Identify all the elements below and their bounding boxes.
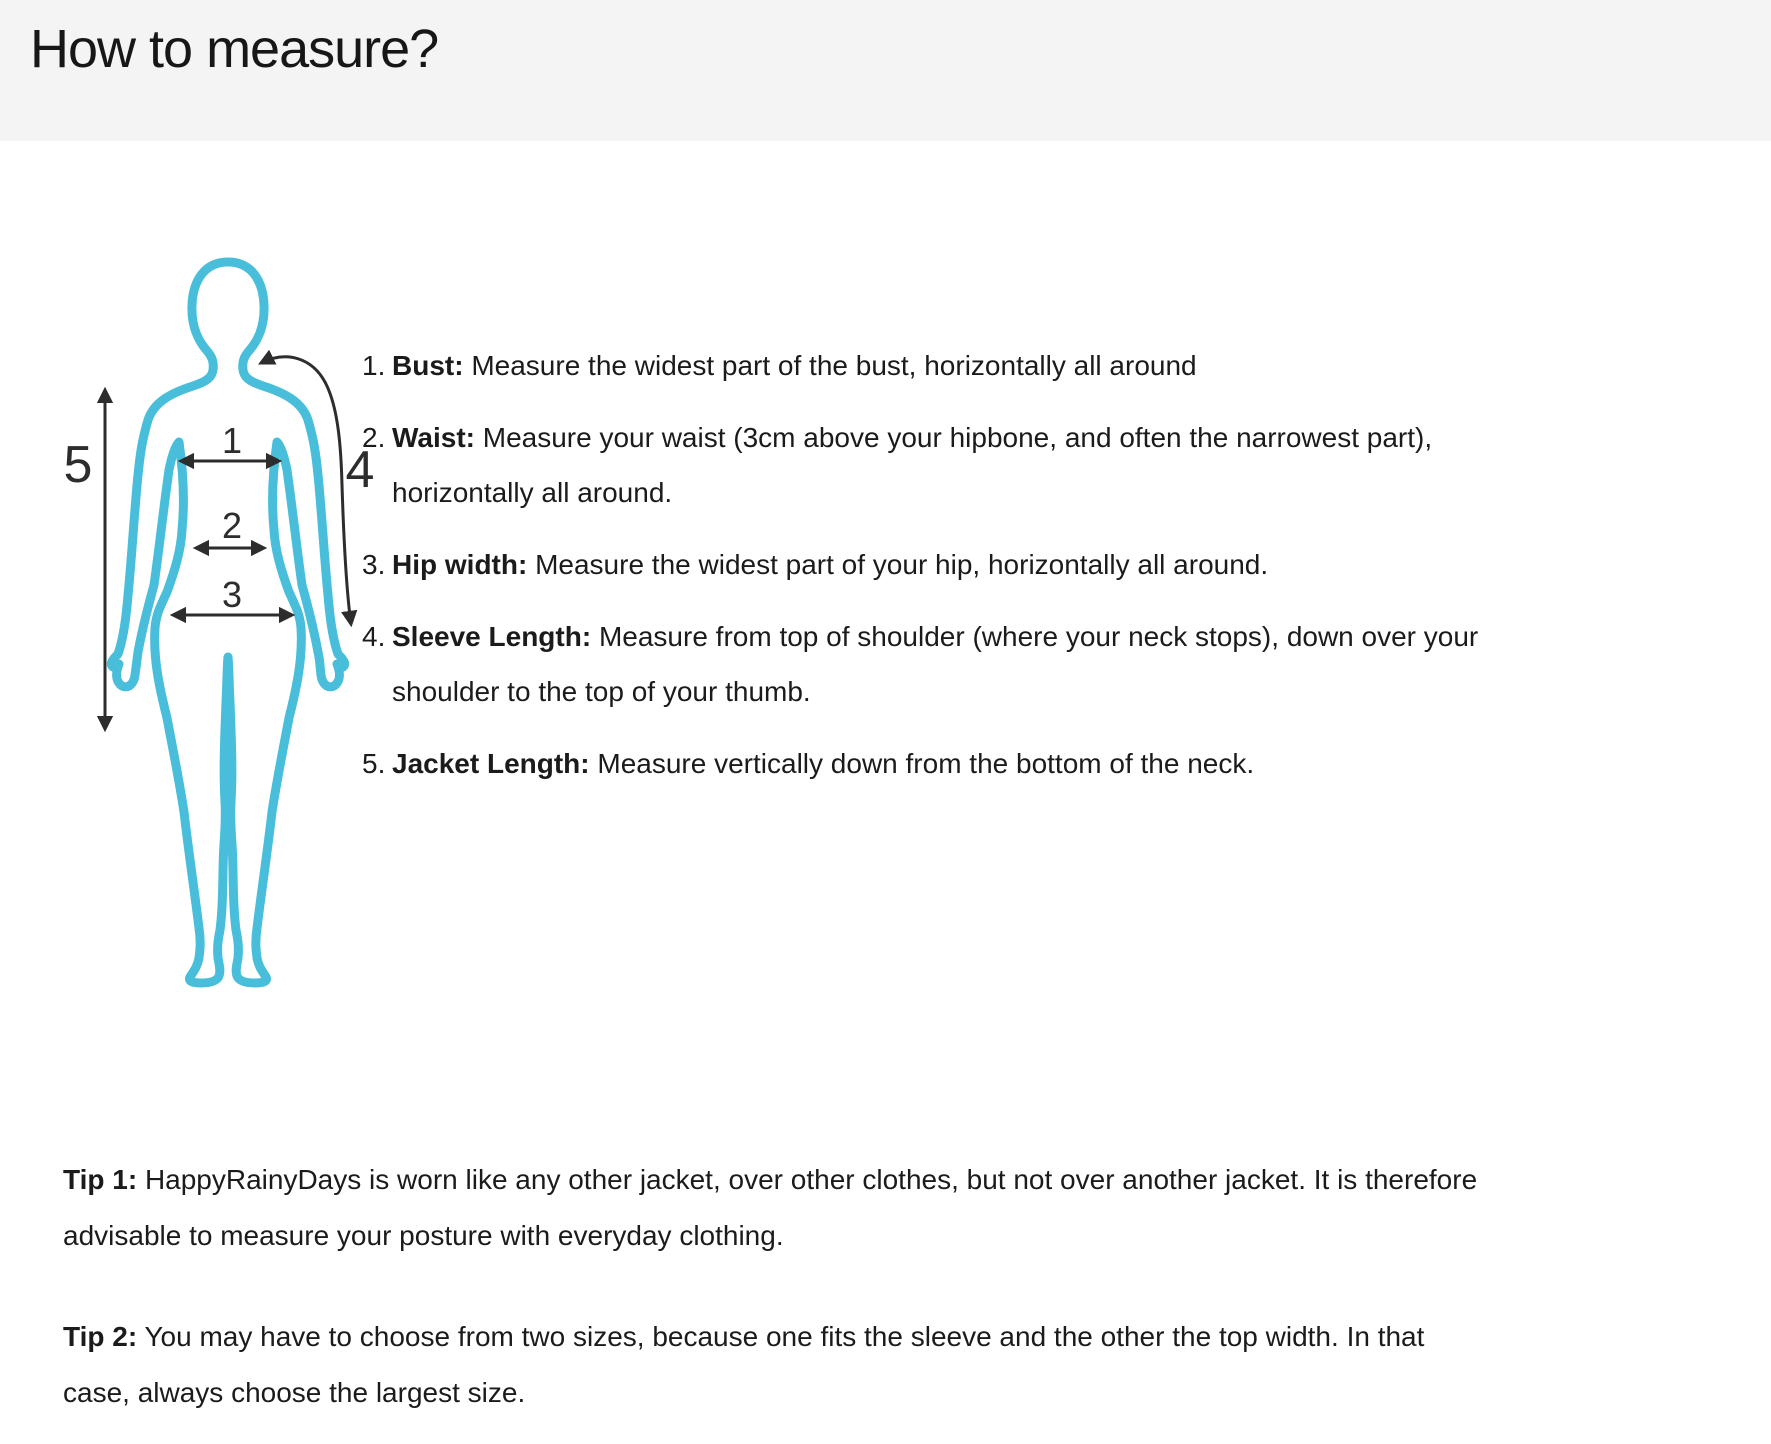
item-number: 4. [362, 621, 386, 652]
item-text: Measure the widest part of the bust, horizontally all around [471, 350, 1197, 381]
hip-arrow-number-label: 3 [221, 574, 243, 615]
jacket-arrow-number-label: 5 [63, 436, 93, 494]
item-text: Measure from top of shoulder (where your neck stops), down over your [598, 621, 1479, 652]
instruction-item-sleeve-length [362, 609, 1478, 719]
item-number: 3. [362, 549, 386, 580]
body-measurement-illustration [55, 250, 375, 995]
item-term: Hip width: [392, 549, 528, 580]
sleeve-arrow-number-label: 4 [345, 441, 375, 499]
item-text: Measure vertically down from the bottom of the neck. [597, 748, 1255, 779]
waist-arrow-number-label: 2 [221, 505, 243, 546]
item-text: Measure your waist (3cm above your hipbone, and often the narrowest part), [482, 422, 1433, 453]
item-number: 5. [362, 748, 386, 779]
instruction-item-hip-width [362, 537, 1478, 592]
tip-2-text-line2: case, always choose the largest size. [63, 1377, 526, 1408]
tip-2-paragraph [63, 1309, 1424, 1421]
instruction-item-bust [362, 338, 1478, 393]
page-header [0, 0, 1771, 141]
item-text: Measure the widest part of your hip, horizontally all around. [535, 549, 1269, 580]
tip-2-label: Tip 2: [63, 1321, 138, 1352]
instruction-item-jacket-length [362, 736, 1478, 791]
item-term: Waist: [392, 422, 475, 453]
measure-instructions-list [362, 338, 1478, 808]
tip-2-text: You may have to choose from two sizes, because one fits the sleeve and the other the top width. In that [144, 1321, 1425, 1352]
item-text-line2: shoulder to the top of your thumb. [392, 676, 811, 707]
instruction-item-waist [362, 410, 1478, 520]
item-number: 1. [362, 350, 386, 381]
item-text-line2: horizontally all around. [392, 477, 673, 508]
tip-1-text: HappyRainyDays is worn like any other jacket, over other clothes, but not over another jacket. It is therefore [144, 1164, 1478, 1195]
tip-1-label: Tip 1: [63, 1164, 138, 1195]
tip-1-text-line2: advisable to measure your posture with everyday clothing. [63, 1220, 784, 1251]
item-term: Bust: [392, 350, 464, 381]
bust-arrow-number-label: 1 [221, 420, 243, 461]
body-silhouette-outline [111, 262, 344, 983]
measurement-diagram [55, 250, 375, 995]
item-term: Jacket Length: [392, 748, 590, 779]
item-number: 2. [362, 422, 386, 453]
page-title: How to measure? [30, 19, 439, 79]
item-term: Sleeve Length: [392, 621, 592, 652]
tip-1-paragraph [63, 1152, 1477, 1264]
